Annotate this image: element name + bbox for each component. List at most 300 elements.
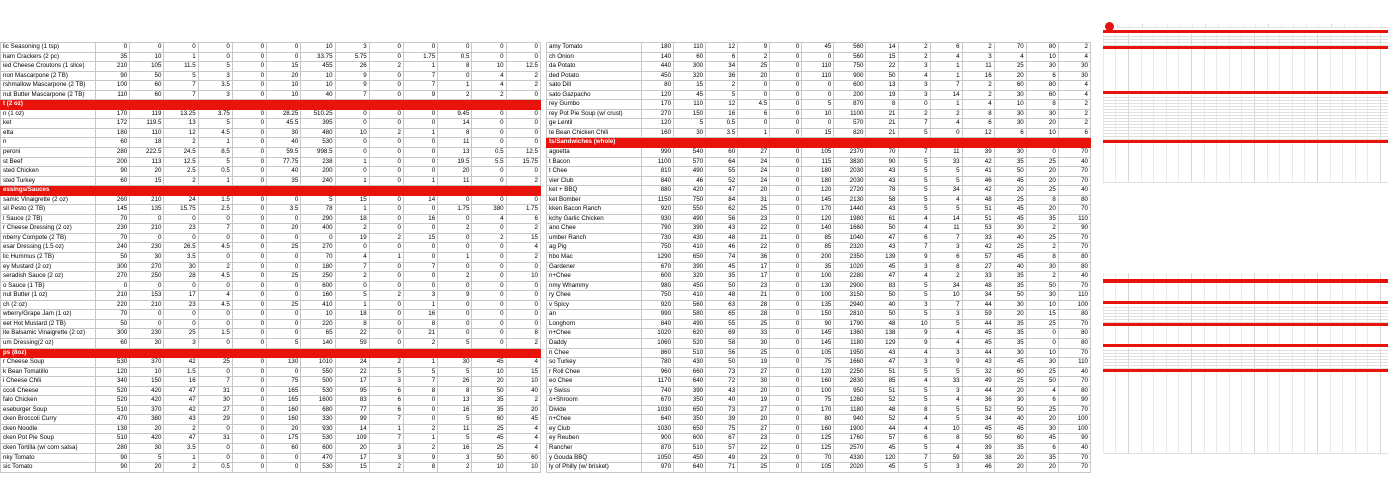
value-cell[interactable]: 470 bbox=[301, 453, 335, 463]
value-cell[interactable]: 40 bbox=[1058, 157, 1090, 167]
value-cell[interactable]: 2 bbox=[369, 128, 403, 138]
item-name-cell[interactable]: Divide bbox=[547, 405, 642, 415]
value-cell[interactable]: 46 bbox=[674, 176, 706, 186]
value-cell[interactable]: 135 bbox=[802, 300, 834, 310]
value-cell[interactable]: 109 bbox=[335, 434, 369, 444]
item-name-cell[interactable]: Gardener bbox=[547, 262, 642, 272]
value-cell[interactable]: 40 bbox=[267, 167, 301, 177]
item-name-cell[interactable]: umber Ranch bbox=[547, 233, 642, 243]
value-cell[interactable]: 17 bbox=[335, 377, 369, 387]
value-cell[interactable]: 0 bbox=[130, 233, 164, 243]
value-cell[interactable]: 120 bbox=[642, 119, 674, 129]
item-name-cell[interactable]: vier Club bbox=[547, 176, 642, 186]
value-cell[interactable]: 4 bbox=[472, 214, 506, 224]
value-cell[interactable]: 44 bbox=[962, 348, 994, 358]
value-cell[interactable]: 930 bbox=[301, 424, 335, 434]
value-cell[interactable]: 9 bbox=[335, 71, 369, 81]
value-cell[interactable]: 30 bbox=[738, 377, 770, 387]
value-cell[interactable]: 44 bbox=[962, 319, 994, 329]
value-cell[interactable]: 570 bbox=[674, 157, 706, 167]
value-cell[interactable]: 40 bbox=[301, 90, 335, 100]
item-name-cell[interactable]: ham Crackers (2 pc) bbox=[1, 52, 96, 62]
value-cell[interactable]: 20 bbox=[130, 463, 164, 473]
value-cell[interactable]: 0 bbox=[403, 272, 437, 282]
value-cell[interactable]: 46 bbox=[962, 176, 994, 186]
value-cell[interactable]: 42 bbox=[962, 243, 994, 253]
value-cell[interactable]: 5 bbox=[898, 367, 930, 377]
value-cell[interactable]: 0 bbox=[232, 329, 266, 339]
value-cell[interactable]: 380 bbox=[472, 205, 506, 215]
item-name-cell[interactable]: cken Noodle bbox=[1, 424, 96, 434]
value-cell[interactable]: 43 bbox=[866, 205, 898, 215]
value-cell[interactable]: 11 bbox=[438, 138, 472, 148]
value-cell[interactable]: 0 bbox=[267, 214, 301, 224]
value-cell[interactable]: 280 bbox=[96, 443, 130, 453]
value-cell[interactable]: 25 bbox=[738, 205, 770, 215]
value-cell[interactable]: 41 bbox=[962, 167, 994, 177]
value-cell[interactable]: 50 bbox=[866, 224, 898, 234]
value-cell[interactable]: 70 bbox=[994, 43, 1026, 53]
value-cell[interactable]: 3 bbox=[369, 453, 403, 463]
value-cell[interactable]: 600 bbox=[301, 443, 335, 453]
value-cell[interactable]: 3 bbox=[198, 71, 232, 81]
value-cell[interactable]: 30 bbox=[1026, 291, 1058, 301]
value-cell[interactable]: 8 bbox=[898, 405, 930, 415]
value-cell[interactable]: 1 bbox=[335, 205, 369, 215]
value-cell[interactable]: 550 bbox=[301, 367, 335, 377]
value-cell[interactable]: 13 bbox=[164, 119, 198, 129]
value-cell[interactable]: 2 bbox=[930, 109, 962, 119]
value-cell[interactable]: 0 bbox=[770, 348, 802, 358]
value-cell[interactable]: 70 bbox=[301, 253, 335, 263]
value-cell[interactable]: 1660 bbox=[834, 358, 866, 368]
value-cell[interactable]: 0 bbox=[232, 148, 266, 158]
value-cell[interactable]: 560 bbox=[834, 52, 866, 62]
value-cell[interactable]: 330 bbox=[301, 415, 335, 425]
value-cell[interactable]: 0 bbox=[232, 367, 266, 377]
value-cell[interactable]: 43 bbox=[866, 348, 898, 358]
value-cell[interactable]: 45 bbox=[994, 214, 1026, 224]
value-cell[interactable]: 30 bbox=[738, 338, 770, 348]
value-cell[interactable]: 110 bbox=[130, 128, 164, 138]
value-cell[interactable]: 2 bbox=[962, 43, 994, 53]
value-cell[interactable]: 230 bbox=[96, 224, 130, 234]
value-cell[interactable]: 10 bbox=[335, 128, 369, 138]
value-cell[interactable]: 0 bbox=[335, 119, 369, 129]
value-cell[interactable]: 6 bbox=[994, 128, 1026, 138]
value-cell[interactable]: 10 bbox=[130, 52, 164, 62]
value-cell[interactable]: 7 bbox=[930, 233, 962, 243]
value-cell[interactable]: 0.5 bbox=[706, 119, 738, 129]
value-cell[interactable]: 1.5 bbox=[198, 329, 232, 339]
value-cell[interactable]: 30 bbox=[1058, 62, 1090, 72]
value-cell[interactable]: 0 bbox=[802, 119, 834, 129]
value-cell[interactable]: 51 bbox=[866, 367, 898, 377]
value-cell[interactable]: 0 bbox=[335, 281, 369, 291]
value-cell[interactable]: 25 bbox=[1026, 319, 1058, 329]
value-cell[interactable]: 1060 bbox=[642, 338, 674, 348]
value-cell[interactable]: 40 bbox=[506, 386, 540, 396]
value-cell[interactable]: 0 bbox=[770, 253, 802, 263]
value-cell[interactable]: 160 bbox=[267, 415, 301, 425]
value-cell[interactable]: 6 bbox=[898, 233, 930, 243]
value-cell[interactable]: 320 bbox=[674, 272, 706, 282]
value-cell[interactable]: 4 bbox=[506, 443, 540, 453]
value-cell[interactable]: 40 bbox=[1058, 272, 1090, 282]
value-cell[interactable]: 2 bbox=[506, 338, 540, 348]
value-cell[interactable]: 0 bbox=[369, 43, 403, 53]
value-cell[interactable]: 150 bbox=[674, 109, 706, 119]
value-cell[interactable]: 3 bbox=[930, 243, 962, 253]
value-cell[interactable]: 160 bbox=[642, 128, 674, 138]
value-cell[interactable]: 20 bbox=[1026, 415, 1058, 425]
value-cell[interactable]: 100 bbox=[802, 272, 834, 282]
value-cell[interactable]: 90 bbox=[1058, 224, 1090, 234]
value-cell[interactable]: 260 bbox=[96, 195, 130, 205]
value-cell[interactable]: 33 bbox=[930, 377, 962, 387]
value-cell[interactable]: 30 bbox=[130, 443, 164, 453]
value-cell[interactable]: 13 bbox=[438, 396, 472, 406]
value-cell[interactable]: 5 bbox=[898, 205, 930, 215]
item-name-cell[interactable]: da Potato bbox=[547, 62, 642, 72]
value-cell[interactable]: 10 bbox=[267, 90, 301, 100]
value-cell[interactable]: 1180 bbox=[834, 405, 866, 415]
value-cell[interactable]: 170 bbox=[802, 405, 834, 415]
value-cell[interactable]: 0 bbox=[369, 109, 403, 119]
value-cell[interactable]: 31 bbox=[198, 434, 232, 444]
value-cell[interactable]: 23 bbox=[738, 453, 770, 463]
value-cell[interactable]: 35 bbox=[994, 157, 1026, 167]
value-cell[interactable]: 0 bbox=[770, 281, 802, 291]
value-cell[interactable]: 7 bbox=[164, 81, 198, 91]
value-cell[interactable]: 0 bbox=[198, 214, 232, 224]
value-cell[interactable]: 1 bbox=[198, 176, 232, 186]
value-cell[interactable]: 80 bbox=[1026, 81, 1058, 91]
value-cell[interactable]: 8 bbox=[438, 128, 472, 138]
value-cell[interactable]: 21 bbox=[738, 291, 770, 301]
value-cell[interactable]: 15.75 bbox=[164, 205, 198, 215]
value-cell[interactable]: 0 bbox=[770, 443, 802, 453]
item-name-cell[interactable]: k Bean Tomatillo bbox=[1, 367, 96, 377]
value-cell[interactable]: 61 bbox=[866, 214, 898, 224]
item-name-cell[interactable]: o Sauce (1 TB) bbox=[1, 281, 96, 291]
value-cell[interactable]: 80 bbox=[1058, 195, 1090, 205]
value-cell[interactable]: 45 bbox=[674, 90, 706, 100]
value-cell[interactable]: 7 bbox=[198, 224, 232, 234]
value-cell[interactable]: 2 bbox=[1058, 100, 1090, 110]
value-cell[interactable]: 110 bbox=[674, 43, 706, 53]
value-cell[interactable]: 5 bbox=[198, 157, 232, 167]
value-cell[interactable]: 0 bbox=[267, 367, 301, 377]
value-cell[interactable]: 1050 bbox=[642, 453, 674, 463]
value-cell[interactable]: 2 bbox=[1026, 224, 1058, 234]
value-cell[interactable]: 0 bbox=[164, 310, 198, 320]
value-cell[interactable]: 30 bbox=[1026, 109, 1058, 119]
value-cell[interactable]: 250 bbox=[301, 272, 335, 282]
value-cell[interactable]: 870 bbox=[642, 443, 674, 453]
value-cell[interactable]: 0 bbox=[335, 243, 369, 253]
value-cell[interactable]: 5 bbox=[898, 386, 930, 396]
value-cell[interactable]: 2 bbox=[164, 463, 198, 473]
value-cell[interactable]: 57 bbox=[962, 253, 994, 263]
value-cell[interactable]: 2 bbox=[898, 52, 930, 62]
value-cell[interactable]: 1.75 bbox=[403, 52, 437, 62]
value-cell[interactable]: 0 bbox=[232, 272, 266, 282]
item-name-cell[interactable]: nberry Compote (2 TB) bbox=[1, 233, 96, 243]
value-cell[interactable]: 48 bbox=[866, 319, 898, 329]
value-cell[interactable]: 145 bbox=[96, 205, 130, 215]
value-cell[interactable]: 0 bbox=[403, 205, 437, 215]
value-cell[interactable]: 0 bbox=[472, 253, 506, 263]
value-cell[interactable]: 5 bbox=[930, 405, 962, 415]
value-cell[interactable]: 43 bbox=[866, 176, 898, 186]
value-cell[interactable]: 2030 bbox=[834, 167, 866, 177]
value-cell[interactable]: 0 bbox=[267, 329, 301, 339]
value-cell[interactable]: 2 bbox=[164, 176, 198, 186]
value-cell[interactable]: 17 bbox=[164, 291, 198, 301]
value-cell[interactable]: 35 bbox=[96, 52, 130, 62]
value-cell[interactable]: 0 bbox=[130, 310, 164, 320]
value-cell[interactable]: 0 bbox=[506, 119, 540, 129]
value-cell[interactable]: 50 bbox=[1026, 281, 1058, 291]
value-cell[interactable]: 75 bbox=[802, 396, 834, 406]
value-cell[interactable]: 60 bbox=[472, 415, 506, 425]
value-cell[interactable]: 35 bbox=[472, 405, 506, 415]
value-cell[interactable]: 65 bbox=[301, 329, 335, 339]
value-cell[interactable]: 71 bbox=[706, 463, 738, 473]
value-cell[interactable]: 9 bbox=[738, 43, 770, 53]
value-cell[interactable]: 120 bbox=[642, 90, 674, 100]
value-cell[interactable]: 25 bbox=[1026, 186, 1058, 196]
value-cell[interactable]: 1 bbox=[438, 81, 472, 91]
value-cell[interactable]: 0 bbox=[738, 90, 770, 100]
value-cell[interactable]: 420 bbox=[130, 396, 164, 406]
value-cell[interactable]: 0 bbox=[506, 128, 540, 138]
value-cell[interactable]: 350 bbox=[674, 415, 706, 425]
value-cell[interactable]: 0 bbox=[506, 281, 540, 291]
value-cell[interactable]: 0 bbox=[770, 81, 802, 91]
value-cell[interactable]: 0 bbox=[770, 148, 802, 158]
value-cell[interactable]: 0 bbox=[438, 319, 472, 329]
value-cell[interactable]: 0 bbox=[232, 43, 266, 53]
value-cell[interactable]: 5 bbox=[898, 291, 930, 301]
value-cell[interactable]: 15.75 bbox=[506, 157, 540, 167]
value-cell[interactable]: 160 bbox=[267, 405, 301, 415]
value-cell[interactable]: 9.45 bbox=[438, 109, 472, 119]
value-cell[interactable]: 4 bbox=[1058, 90, 1090, 100]
value-cell[interactable]: 15 bbox=[802, 128, 834, 138]
value-cell[interactable]: 4 bbox=[930, 329, 962, 339]
value-cell[interactable]: 145 bbox=[802, 195, 834, 205]
value-cell[interactable]: 11 bbox=[962, 62, 994, 72]
value-cell[interactable]: 10 bbox=[472, 62, 506, 72]
value-cell[interactable]: 550 bbox=[674, 205, 706, 215]
value-cell[interactable]: 0 bbox=[164, 281, 198, 291]
value-cell[interactable]: 90 bbox=[96, 71, 130, 81]
value-cell[interactable]: 0 bbox=[1026, 148, 1058, 158]
value-cell[interactable]: 510 bbox=[96, 434, 130, 444]
value-cell[interactable]: 2030 bbox=[834, 176, 866, 186]
value-cell[interactable]: 4 bbox=[930, 443, 962, 453]
value-cell[interactable]: 2 bbox=[369, 291, 403, 301]
value-cell[interactable]: 0 bbox=[472, 109, 506, 119]
value-cell[interactable]: 0 bbox=[770, 90, 802, 100]
value-cell[interactable]: 0 bbox=[96, 43, 130, 53]
value-cell[interactable]: 0 bbox=[506, 195, 540, 205]
value-cell[interactable]: 170 bbox=[802, 205, 834, 215]
value-cell[interactable]: 0 bbox=[438, 329, 472, 339]
value-cell[interactable]: 35 bbox=[994, 281, 1026, 291]
value-cell[interactable]: 530 bbox=[96, 358, 130, 368]
value-cell[interactable]: 940 bbox=[834, 415, 866, 425]
value-cell[interactable]: 3 bbox=[369, 377, 403, 387]
value-cell[interactable]: 0 bbox=[438, 71, 472, 81]
value-cell[interactable]: 4 bbox=[198, 291, 232, 301]
value-cell[interactable]: 0 bbox=[164, 233, 198, 243]
value-cell[interactable]: 40 bbox=[1058, 443, 1090, 453]
value-cell[interactable]: 0 bbox=[198, 43, 232, 53]
value-cell[interactable]: 49 bbox=[706, 453, 738, 463]
value-cell[interactable]: 31 bbox=[198, 386, 232, 396]
value-cell[interactable]: 2320 bbox=[834, 243, 866, 253]
value-cell[interactable]: 80 bbox=[1058, 386, 1090, 396]
value-cell[interactable]: 35 bbox=[994, 338, 1026, 348]
value-cell[interactable]: 30 bbox=[130, 338, 164, 348]
value-cell[interactable]: 600 bbox=[834, 81, 866, 91]
value-cell[interactable]: 7 bbox=[198, 377, 232, 387]
item-name-cell[interactable]: Longhorn bbox=[547, 319, 642, 329]
item-name-cell[interactable]: ket + BBQ bbox=[547, 186, 642, 196]
item-name-cell[interactable]: eet Hot Mustard (2 TB) bbox=[1, 319, 96, 329]
value-cell[interactable]: 11 bbox=[930, 148, 962, 158]
value-cell[interactable]: 50 bbox=[866, 310, 898, 320]
value-cell[interactable]: 30 bbox=[994, 348, 1026, 358]
value-cell[interactable]: 20 bbox=[130, 424, 164, 434]
value-cell[interactable]: 28 bbox=[738, 300, 770, 310]
item-name-cell[interactable]: esar Dressing (1.5 oz) bbox=[1, 243, 96, 253]
value-cell[interactable]: 39 bbox=[706, 415, 738, 425]
value-cell[interactable]: 20 bbox=[335, 443, 369, 453]
value-cell[interactable]: 0 bbox=[770, 243, 802, 253]
value-cell[interactable]: 20 bbox=[1026, 167, 1058, 177]
value-cell[interactable]: 3 bbox=[164, 338, 198, 348]
value-cell[interactable]: 14 bbox=[403, 195, 437, 205]
value-cell[interactable]: 2020 bbox=[834, 463, 866, 473]
value-cell[interactable]: 410 bbox=[301, 300, 335, 310]
value-cell[interactable]: 8 bbox=[930, 262, 962, 272]
value-cell[interactable]: 2 bbox=[898, 43, 930, 53]
value-cell[interactable]: 270 bbox=[301, 243, 335, 253]
value-cell[interactable]: 0 bbox=[403, 224, 437, 234]
value-cell[interactable]: 45 bbox=[506, 415, 540, 425]
value-cell[interactable]: 46 bbox=[706, 243, 738, 253]
value-cell[interactable]: 3 bbox=[198, 90, 232, 100]
value-cell[interactable]: 2 bbox=[930, 272, 962, 282]
value-cell[interactable]: 30 bbox=[994, 396, 1026, 406]
value-cell[interactable]: 7 bbox=[898, 243, 930, 253]
value-cell[interactable]: 9 bbox=[930, 358, 962, 368]
value-cell[interactable]: 15 bbox=[335, 463, 369, 473]
item-name-cell[interactable]: sic Tomato bbox=[1, 463, 96, 473]
value-cell[interactable]: 0 bbox=[506, 291, 540, 301]
value-cell[interactable]: 0 bbox=[267, 233, 301, 243]
value-cell[interactable]: 0 bbox=[770, 128, 802, 138]
item-name-cell[interactable]: y Swiss bbox=[547, 386, 642, 396]
value-cell[interactable]: 0 bbox=[232, 262, 266, 272]
value-cell[interactable]: 0 bbox=[369, 157, 403, 167]
value-cell[interactable]: 17 bbox=[738, 262, 770, 272]
value-cell[interactable]: 2280 bbox=[834, 272, 866, 282]
value-cell[interactable]: 960 bbox=[642, 367, 674, 377]
value-cell[interactable]: 16 bbox=[438, 443, 472, 453]
value-cell[interactable]: 2 bbox=[369, 463, 403, 473]
value-cell[interactable]: 19 bbox=[335, 233, 369, 243]
item-name-cell[interactable]: eo Chee bbox=[547, 377, 642, 387]
value-cell[interactable]: 390 bbox=[674, 262, 706, 272]
value-cell[interactable]: 105 bbox=[130, 62, 164, 72]
value-cell[interactable]: 560 bbox=[834, 43, 866, 53]
value-cell[interactable]: 7 bbox=[335, 90, 369, 100]
value-cell[interactable]: 5 bbox=[898, 157, 930, 167]
value-cell[interactable]: 0 bbox=[232, 128, 266, 138]
value-cell[interactable]: 0 bbox=[267, 195, 301, 205]
item-name-cell[interactable]: nut Butter Mascarpone (2 TB) bbox=[1, 90, 96, 100]
value-cell[interactable]: 3 bbox=[403, 291, 437, 301]
value-cell[interactable]: 160 bbox=[802, 424, 834, 434]
value-cell[interactable]: 59 bbox=[962, 310, 994, 320]
value-cell[interactable]: 38 bbox=[962, 453, 994, 463]
value-cell[interactable]: 0 bbox=[770, 233, 802, 243]
item-name-cell[interactable]: ry Chee bbox=[547, 291, 642, 301]
value-cell[interactable]: 390 bbox=[674, 224, 706, 234]
value-cell[interactable]: 2 bbox=[1058, 119, 1090, 129]
value-cell[interactable]: 5 bbox=[898, 176, 930, 186]
value-cell[interactable]: 70 bbox=[866, 148, 898, 158]
value-cell[interactable]: 5 bbox=[198, 119, 232, 129]
value-cell[interactable]: 10 bbox=[301, 81, 335, 91]
value-cell[interactable]: 0 bbox=[438, 281, 472, 291]
value-cell[interactable]: 1 bbox=[164, 52, 198, 62]
value-cell[interactable]: 45 bbox=[706, 262, 738, 272]
value-cell[interactable]: 0 bbox=[232, 424, 266, 434]
value-cell[interactable]: 105 bbox=[802, 348, 834, 358]
value-cell[interactable]: 510 bbox=[96, 405, 130, 415]
value-cell[interactable]: 0 bbox=[267, 453, 301, 463]
value-cell[interactable]: 31 bbox=[738, 195, 770, 205]
value-cell[interactable]: 0 bbox=[403, 405, 437, 415]
value-cell[interactable]: 1.75 bbox=[438, 205, 472, 215]
value-cell[interactable]: 0 bbox=[506, 52, 540, 62]
item-name-cell[interactable]: y Gouda BBQ bbox=[547, 453, 642, 463]
value-cell[interactable]: 0 bbox=[738, 119, 770, 129]
value-cell[interactable]: 2 bbox=[1058, 109, 1090, 119]
value-cell[interactable]: 0 bbox=[403, 138, 437, 148]
value-cell[interactable]: 0 bbox=[472, 167, 506, 177]
value-cell[interactable]: 0 bbox=[472, 138, 506, 148]
value-cell[interactable]: 4 bbox=[506, 434, 540, 444]
value-cell[interactable]: 153 bbox=[130, 291, 164, 301]
value-cell[interactable]: 52 bbox=[866, 396, 898, 406]
value-cell[interactable]: 0 bbox=[472, 128, 506, 138]
item-name-cell[interactable]: lic Seasoning (1 tsp) bbox=[1, 43, 96, 53]
value-cell[interactable]: 0 bbox=[403, 119, 437, 129]
value-cell[interactable]: 165 bbox=[267, 396, 301, 406]
item-name-cell[interactable]: an bbox=[547, 310, 642, 320]
item-name-cell[interactable]: v Spicy bbox=[547, 300, 642, 310]
value-cell[interactable]: 6 bbox=[962, 119, 994, 129]
value-cell[interactable]: 70 bbox=[1058, 405, 1090, 415]
value-cell[interactable]: 0 bbox=[232, 224, 266, 234]
